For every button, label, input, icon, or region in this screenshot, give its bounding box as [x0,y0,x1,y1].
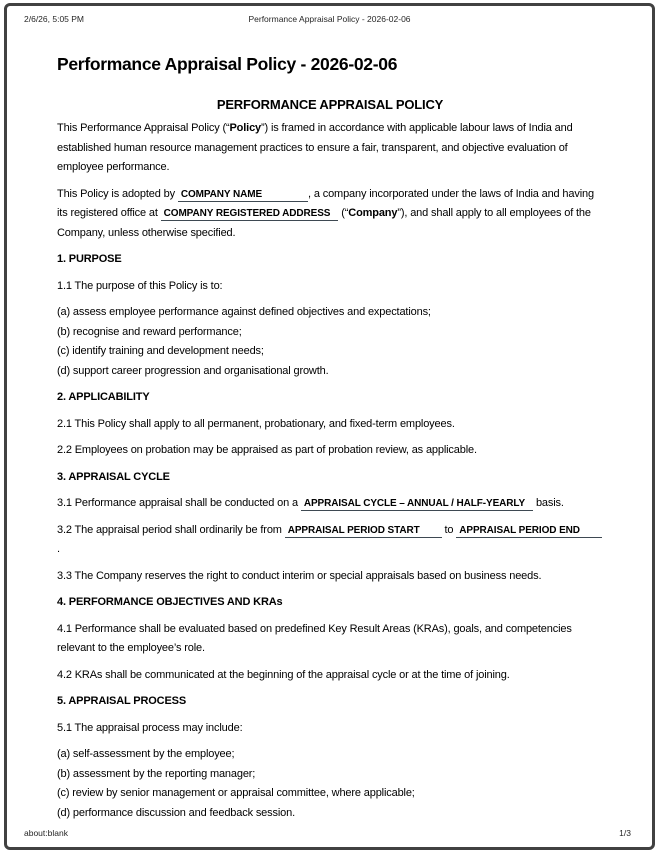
document-body [57,52,603,823]
list-item: (a) assess employee performance against defined objectives and expectations; [57,306,431,318]
clause-3-1-text-cont: basis. [533,497,564,509]
list-item: (a) self-assessment by the employee; [57,748,235,760]
print-footer-source: about:blank [24,828,68,838]
section-heading-purpose: 1. PURPOSE [57,253,122,265]
purpose-clause-list [57,303,603,381]
intro-p2-bold-company: Company [348,207,398,219]
section-purpose [57,250,603,381]
list-item: (b) assessment by the reporting manager; [57,767,256,780]
clause-2-2: 2.2 Employees on probation may be appraised as part of probation review, as applicable. [57,444,477,456]
section-appraisal-process [57,692,603,823]
intro-p2-text: This Policy is adopted by [57,187,178,200]
section-heading-appraisal-process: 5. APPRAISAL PROCESS [57,695,187,707]
section-heading-objectives-kras: 4. PERFORMANCE OBJECTIVES AND KRAs [57,596,283,608]
section-applicability [57,388,603,461]
print-header-datetime: 2/6/26, 5:05 PM [24,14,85,24]
clause-3-2-text-mid: to [441,523,457,536]
appraisal-cycle-field: APPRAISAL CYCLE – ANNUAL / HALF-YEARLY [301,498,533,511]
intro-paragraph-1 [57,119,603,178]
clause-1-1: 1.1 The purpose of this Policy is to: [57,279,223,292]
company-address-field: COMPANY REGISTERED ADDRESS [161,208,339,221]
intro-p1-text: This Performance Appraisal Policy (“ [57,122,230,134]
list-item: (d) support career progression and organisational growth. [57,364,329,377]
clause-3-2-text: 3.2 The appraisal period shall ordinarily be from [57,523,285,536]
list-item: (c) identify training and development needs; [57,345,264,357]
process-clause-list [57,745,603,823]
clause-3-2-text-end: . [57,543,60,555]
clause-3-1 [57,494,603,514]
intro-p2-text-4: ”), and shall apply to all employees of the Company, unless otherwise specified. [57,207,591,239]
list-item: (d) performance discussion and feedback session. [57,806,295,819]
section-heading-appraisal-cycle: 3. APPRAISAL CYCLE [57,470,170,483]
document-title: Performance Appraisal Policy - 2026-02-06 [57,54,398,74]
section-performance-objectives [57,593,603,685]
list-item: (b) recognise and reward performance; [57,325,242,338]
intro-p2-text-2: , a company incorporated under the laws of India and having its registered office at [57,187,594,219]
company-name-field: COMPANY NAME [178,189,308,202]
section-heading-applicability: 2. APPLICABILITY [57,391,150,403]
clause-4-1: 4.1 Performance shall be evaluated based on predefined Key Result Areas (KRAs), goals, and competencies relevant to the employee’s role. [57,622,572,654]
clause-2-1: 2.1 This Policy shall apply to all permanent, probationary, and fixed-term employees. [57,417,455,430]
intro-p1-text-cont: ”) is framed in accordance with applicable labour laws of India and established human resource management practices to ensure a fair, transparent, and objective evaluation of employee performance. [57,122,573,173]
document-main-heading: PERFORMANCE APPRAISAL POLICY [216,97,444,112]
clause-3-1-text: 3.1 Performance appraisal shall be conducted on a [57,497,301,509]
intro-paragraph-2 [57,185,603,244]
appraisal-period-end-field: APPRAISAL PERIOD END [456,525,602,538]
section-appraisal-cycle [57,468,603,587]
intro-p1-bold-policy: Policy [229,122,262,134]
appraisal-period-start-field: APPRAISAL PERIOD START [285,525,442,538]
intro-p2-text-3: (“ [338,207,349,219]
print-header-title: Performance Appraisal Policy - 2026-02-06 [248,14,411,24]
clause-5-1: 5.1 The appraisal process may include: [57,721,243,734]
clause-3-3: 3.3 The Company reserves the right to conduct interim or special appraisals based on business needs. [57,569,542,582]
clause-3-2 [57,521,603,560]
print-footer-page-number: 1/3 [619,828,631,838]
clause-4-2: 4.2 KRAs shall be communicated at the beginning of the appraisal cycle or at the time of joining. [57,668,510,681]
list-item: (c) review by senior management or appraisal committee, where applicable; [57,787,415,799]
